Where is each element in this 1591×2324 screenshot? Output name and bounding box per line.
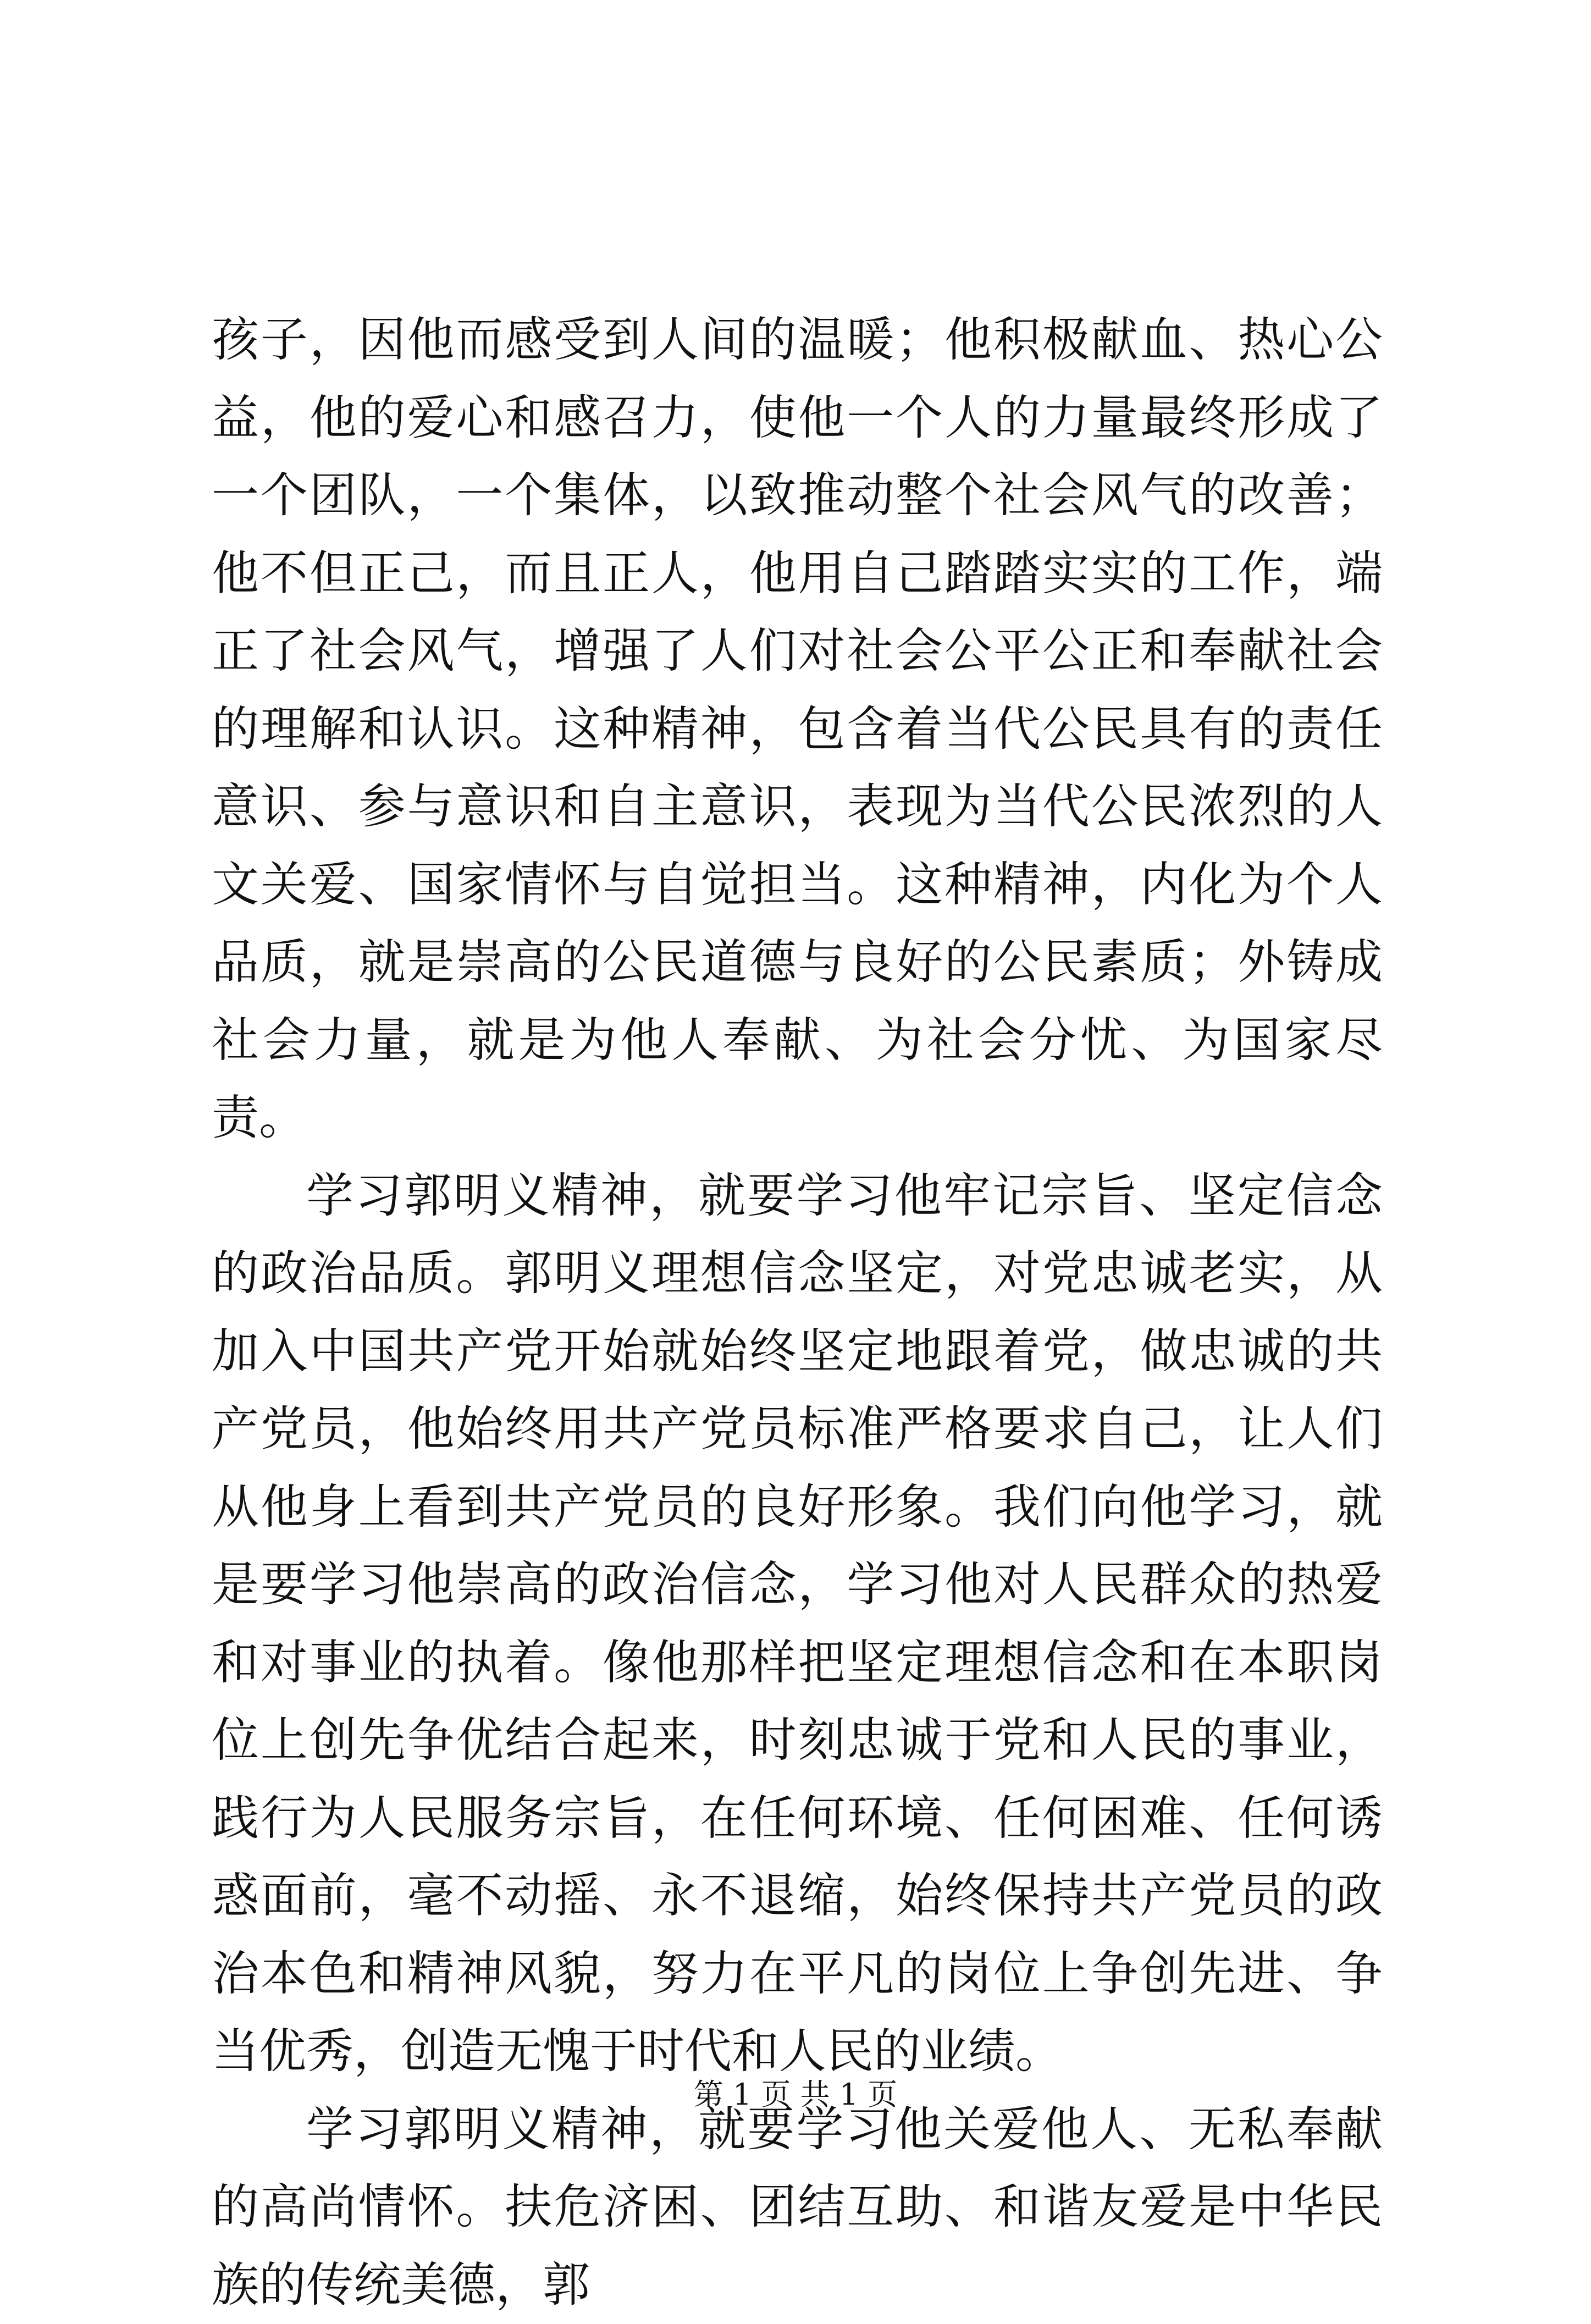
- page-footer: [0, 2075, 1591, 2114]
- paragraph-2: 学习郭明义精神，就要学习他牢记宗旨、坚定信念的政治品质。郭明义理想信念坚定，对党忠诚老实，从加入中国共产党开始就始终坚定地跟着党，做忠诚的共产党员，他始终用共产党员标准严格要求自己，让人们从他身上看到共产党员的良好形象。我们向他学习，就是要学习他崇高的政治信念，学习他对人民群众的热爱和对事业的执着。像他那样把坚定理想信念和在本职岗位上创先争优结合起来，时刻忠诚于党和人民的事业，践行为人民服务宗旨，在任何环境、任何困难、任何诱惑面前，毫不动摇、永不退缩，始终保持共产党员的政治本色和精神风貌，努力在平凡的岗位上争创先进、争当优秀，创造无愧于时代和人民的业绩。: [212, 1157, 1383, 2091]
- paragraph-3: 学习郭明义精神，就要学习他关爱他人、无私奉献的高尚情怀。扶危济困、团结互助、和谐友爱是中华民族的传统美德，郭: [212, 2091, 1383, 2324]
- page-number-label: 第 1 页 共 1 页: [694, 2077, 898, 2112]
- paragraph-1: 孩子，因他而感受到人间的温暖；他积极献血、热心公益，他的爱心和感召力，使他一个人的力量最终形成了一个团队，一个集体，以致推动整个社会风气的改善；他不但正己，而且正人，他用自己踏踏实实的工作，端正了社会风气，增强了人们对社会公平公正和奉献社会的理解和认识。这种精神，包含着当代公民具有的责任意识、参与意识和自主意识，表现为当代公民浓烈的人文关爱、国家情怀与自觉担当。这种精神，内化为个人品质，就是崇高的公民道德与良好的公民素质；外铸成社会力量，就是为他人奉献、为社会分忧、为国家尽责。: [212, 301, 1383, 1157]
- document-body: [212, 301, 1383, 2324]
